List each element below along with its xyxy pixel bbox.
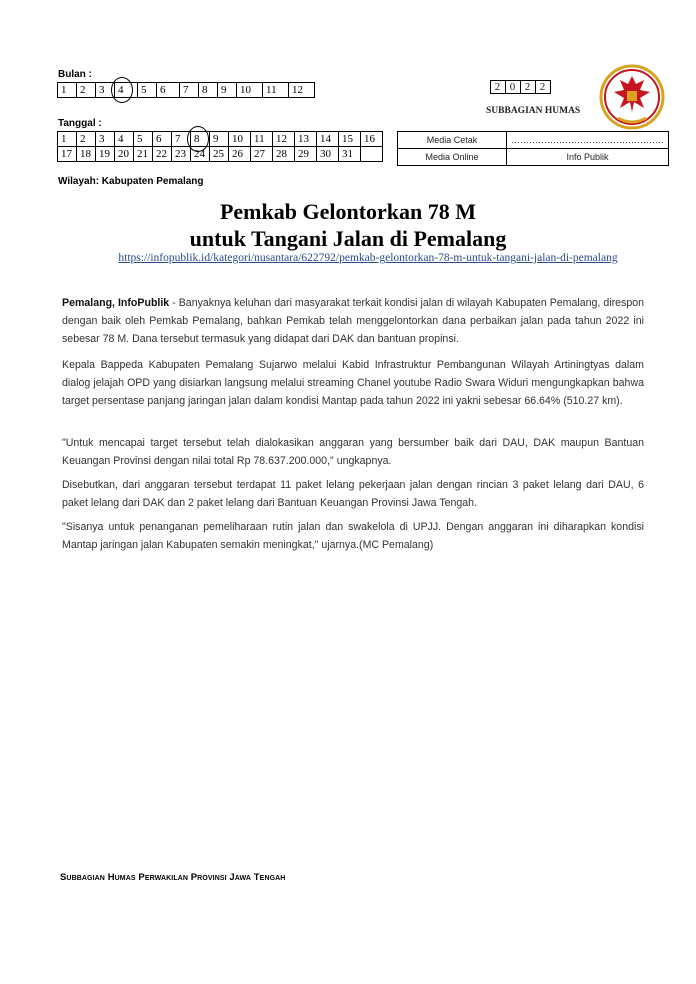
tanggal-label: Tanggal : <box>58 118 102 129</box>
date-cell: 2 <box>77 132 96 147</box>
article-title-line1: Pemkab Gelontorkan 78 M <box>219 199 477 224</box>
media-table <box>397 131 669 166</box>
date-cell: 15 <box>339 132 361 147</box>
date-cell: 17 <box>58 147 77 162</box>
date-cell: 16 <box>361 132 383 147</box>
source-link[interactable]: https://infopublik.id/kategori/nusantara/622792/pemkab-gelontorkan-78-m-untuk-tangani-jalan-di-pemalang <box>118 252 618 264</box>
year-box <box>490 80 551 94</box>
garuda-emblem-icon <box>598 64 666 134</box>
bulan-label: Bulan : <box>58 69 92 80</box>
month-grid <box>57 82 315 98</box>
date-cell: 21 <box>134 147 153 162</box>
month-cell: 8 <box>199 83 218 98</box>
date-cell: 12 <box>273 132 295 147</box>
article-title-line2: untuk Tangani Jalan di Pemalang <box>189 226 507 251</box>
date-cell: 23 <box>172 147 191 162</box>
month-cell: 2 <box>77 83 96 98</box>
month-cell: 1 <box>58 83 77 98</box>
paragraph-3: "Untuk mencapai target tersebut telah dialokasikan anggaran yang bersumber baik dari DAU, DAK maupun Bantuan Keuangan Provinsi dengan nilai total Rp 78.637.200.000," ungkapnya. <box>62 437 644 467</box>
date-cell: 10 <box>229 132 251 147</box>
date-cell: 19 <box>96 147 115 162</box>
media-online-label: Media Online <box>398 149 507 166</box>
date-cell: 31 <box>339 147 361 162</box>
wilayah-label: Wilayah: Kabupaten Pemalang <box>58 176 204 187</box>
media-online-value: Info Publik <box>507 149 669 166</box>
month-cell: 11 <box>263 83 289 98</box>
date-cell: 18 <box>77 147 96 162</box>
org-label: SUBBAGIAN HUMAS <box>486 106 581 116</box>
month-cell: 5 <box>138 83 157 98</box>
date-cell: 6 <box>153 132 172 147</box>
date-cell: 14 <box>317 132 339 147</box>
paragraph-4: Disebutkan, dari anggaran tersebut terdapat 11 paket lelang pekerjaan jalan dengan rincian 3 paket lelang dari DAU, 6 paket lelang dari DAK dan 2 paket lelang dari Bantuan Keuangan Provinsi Jawa Tengah. <box>62 479 644 509</box>
footer-label: Subbagian Humas Perwakilan Provinsi Jawa Tengah <box>60 872 286 883</box>
date-cell: 8 <box>191 132 210 147</box>
paragraph-1-text: - Banyaknya keluhan dari masyarakat terkait kondisi jalan di wilayah Kabupaten Pemalang, direspon dengan baik oleh Pemkab Pemalang, bahkan Pemkab telah menggelontorkan dana perbaikan jalan pada tahun 2022 ini sebesar 78 M. Dana tersebut termasuk yang didapat dari DAK dan bantuan propinsi. <box>62 297 644 345</box>
date-cell: 1 <box>58 132 77 147</box>
month-cell: 12 <box>289 83 315 98</box>
year-digit: 0 <box>506 81 521 94</box>
month-cell: 9 <box>218 83 237 98</box>
year-digit: 2 <box>536 81 551 94</box>
date-cell: 26 <box>229 147 251 162</box>
paragraph-5: "Sisanya untuk penanganan pemeliharaan rutin jalan dan swakelola di UPJJ. Dengan anggaran ini diharapkan kondisi Mantap jaringan jalan Kabupaten semakin meningkat," ujarnya.(MC Pemalang) <box>62 521 644 551</box>
month-cell: 3 <box>96 83 115 98</box>
date-cell: 27 <box>251 147 273 162</box>
date-cell: 24 <box>191 147 210 162</box>
year-digit: 2 <box>521 81 536 94</box>
date-cell: 30 <box>317 147 339 162</box>
media-cetak-value: …………………………………………… <box>507 132 669 149</box>
month-cell: 10 <box>237 83 263 98</box>
date-cell: 13 <box>295 132 317 147</box>
date-cell: 29 <box>295 147 317 162</box>
month-cell: 7 <box>180 83 199 98</box>
month-cell: 6 <box>157 83 180 98</box>
date-cell: 4 <box>115 132 134 147</box>
date-cell: 7 <box>172 132 191 147</box>
date-cell: 5 <box>134 132 153 147</box>
date-cell: 9 <box>210 132 229 147</box>
date-cell: 11 <box>251 132 273 147</box>
date-cell: 22 <box>153 147 172 162</box>
date-cell: 3 <box>96 132 115 147</box>
date-cell: 25 <box>210 147 229 162</box>
date-cell: 20 <box>115 147 134 162</box>
year-digit: 2 <box>491 81 506 94</box>
date-cell <box>361 147 383 162</box>
paragraph-lead: Pemalang, InfoPublik <box>62 297 170 309</box>
month-cell: 4 <box>115 83 138 98</box>
date-grid <box>57 131 383 162</box>
date-cell: 28 <box>273 147 295 162</box>
paragraph-1 <box>62 294 644 348</box>
paragraph-2: Kepala Bappeda Kabupaten Pemalang Sujarwo melalui Kabid Infrastruktur Pembangunan Wilayah Artiningtyas dalam dialog jelajah OPD yang disiarkan langsung melalui streaming Chanel youtube Radio Swara Widuri mengungkapkan bahwa target persentase panjang jaringan jalan dalam kondisi Mantap pada tahun 2022 ini yakni sebesar 66.64% (510.27 km). <box>62 359 644 407</box>
media-cetak-label: Media Cetak <box>398 132 507 149</box>
